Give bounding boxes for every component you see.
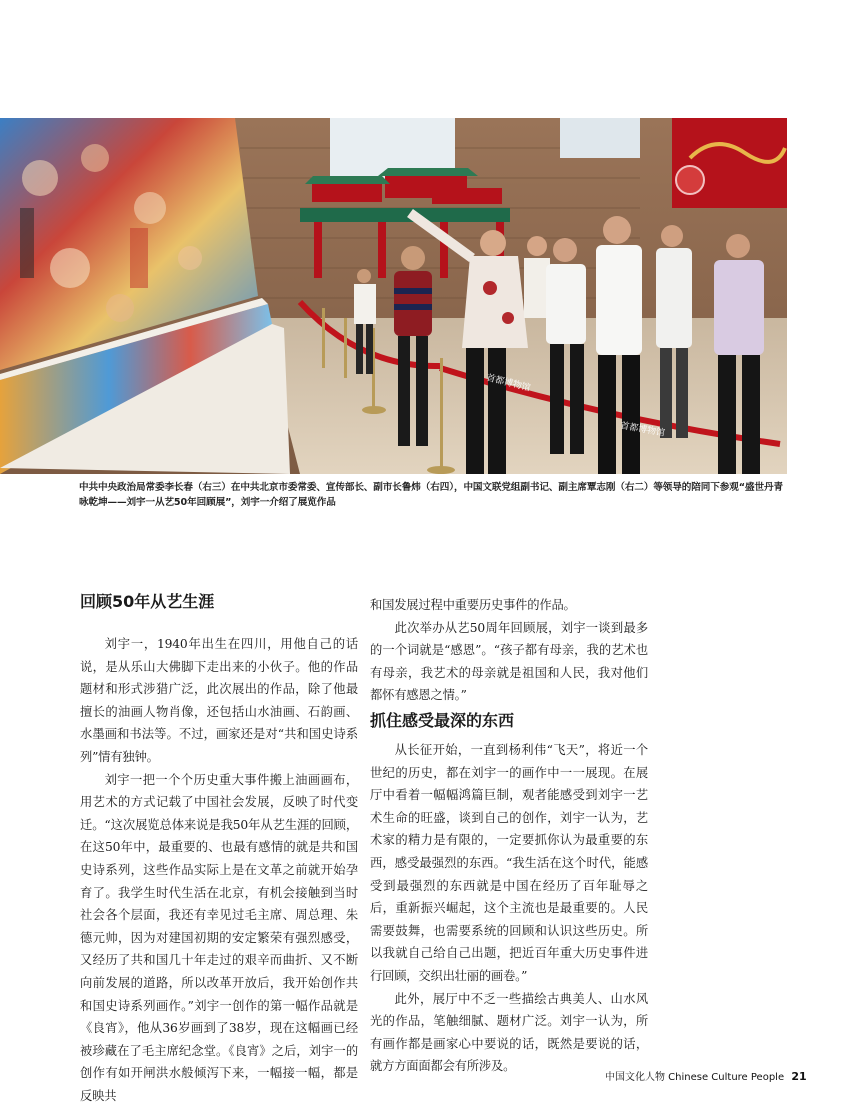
exhibition-photo [0, 118, 787, 474]
publication-name: 中国文化人物 Chinese Culture People [605, 1072, 785, 1083]
right-column [370, 594, 648, 1078]
page-footer [605, 1068, 807, 1083]
photo-illustration [0, 118, 787, 474]
ribbon-banner-left: 首都博物馆 [485, 373, 532, 394]
paragraph: 刘宇一，1940年出生在四川，用他自己的话说，是从乐山大佛脚下走出来的小伙子。他的作品题材和形式涉猎广泛，此次展出的作品，除了他最擅长的油画人物肖像，还包括山水油画、石韵画、水墨画和书法等。不过，画家还是对“共和国史诗系列”情有独钟。 [80, 637, 358, 764]
page-number: 21 [791, 1070, 807, 1083]
paragraph: 刘宇一把一个个历史重大事件搬上油画画布，用艺术的方式记载了中国社会发展，反映了时代变迁。“这次展览总体来说是我50年从艺生涯的回顾，在这50年中，最重要的、也最有感情的就是共和国史诗系列，这些作品实际上是在文革之前就开始孕育了。我学生时代生活在北京，有机会接触到当时社会各个层面，我还有幸见过毛主席、周总理、朱德元帅，因为对建国初期的安定繁荣有强烈感受，又经历了共和国几十年走过的艰辛而曲折、又不断向前发展的道路，所以改革开放后，我开始创作共和国史诗系列画作。”刘宇一创作的第一幅作品就是《良宵》，他从36岁画到了38岁，现在这幅画已经被珍藏在了毛主席纪念堂。《良宵》之后，刘宇一的创作有如开闸洪水般倾泻下来，一幅接一幅，都是反映共 [80, 772, 358, 1103]
paragraph: 此外，展厅中不乏一些描绘古典美人、山水风光的作品，笔触细腻、题材广泛。刘宇一认为，所有画作都是画家心中要说的话，既然是要说的话，就方方面面都会有所涉及。 [370, 991, 648, 1074]
paragraph: 从长征开始，一直到杨利伟“飞天”，将近一个世纪的历史，都在刘宇一的画作中一一展现。在展厅中看着一幅幅鸿篇巨制，观者能感受到刘宇一艺术生命的旺盛，谈到自己的创作，刘宇一认为，艺术家的精力是有限的，一定要抓你认为最重要的东西，感受最强烈的东西。“我生活在这个时代，能感受到最强烈的东西就是中国在经历了百年耻辱之后，重新振兴崛起，这个主流也是最重要的。人民需要鼓舞，也需要系统的回顾和认识这些历史。所以我就自己给自己出题，把近百年重大历史事件进行回顾，交织出壮丽的画卷。” [370, 742, 648, 983]
ribbon-banner-right: 首都博物馆 [619, 421, 666, 439]
photo-caption: 中共中央政治局常委李长春（右三）在中共北京市委常委、宣传部长、副市长鲁炜（右四），中国文联党组副书记、副主席覃志刚（右二）等领导的陪同下参观“盛世丹青咏乾坤——刘宇一从艺50年回顾展”，刘宇一介绍了展览作品 [79, 482, 783, 508]
paragraph: 此次举办从艺50周年回顾展，刘宇一谈到最多的一个词就是“感恩”。“孩子都有母亲，我的艺术也有母亲，我艺术的母亲就是祖国和人民，我对他们都怀有感恩之情。” [370, 620, 648, 703]
section-heading-review: 回顾50年从艺生涯 [80, 592, 215, 611]
left-column [80, 590, 358, 1107]
section-heading-feelings: 抓住感受最深的东西 [370, 710, 515, 730]
paragraph-continuation: 和国发展过程中重要历史事件的作品。 [370, 598, 576, 612]
